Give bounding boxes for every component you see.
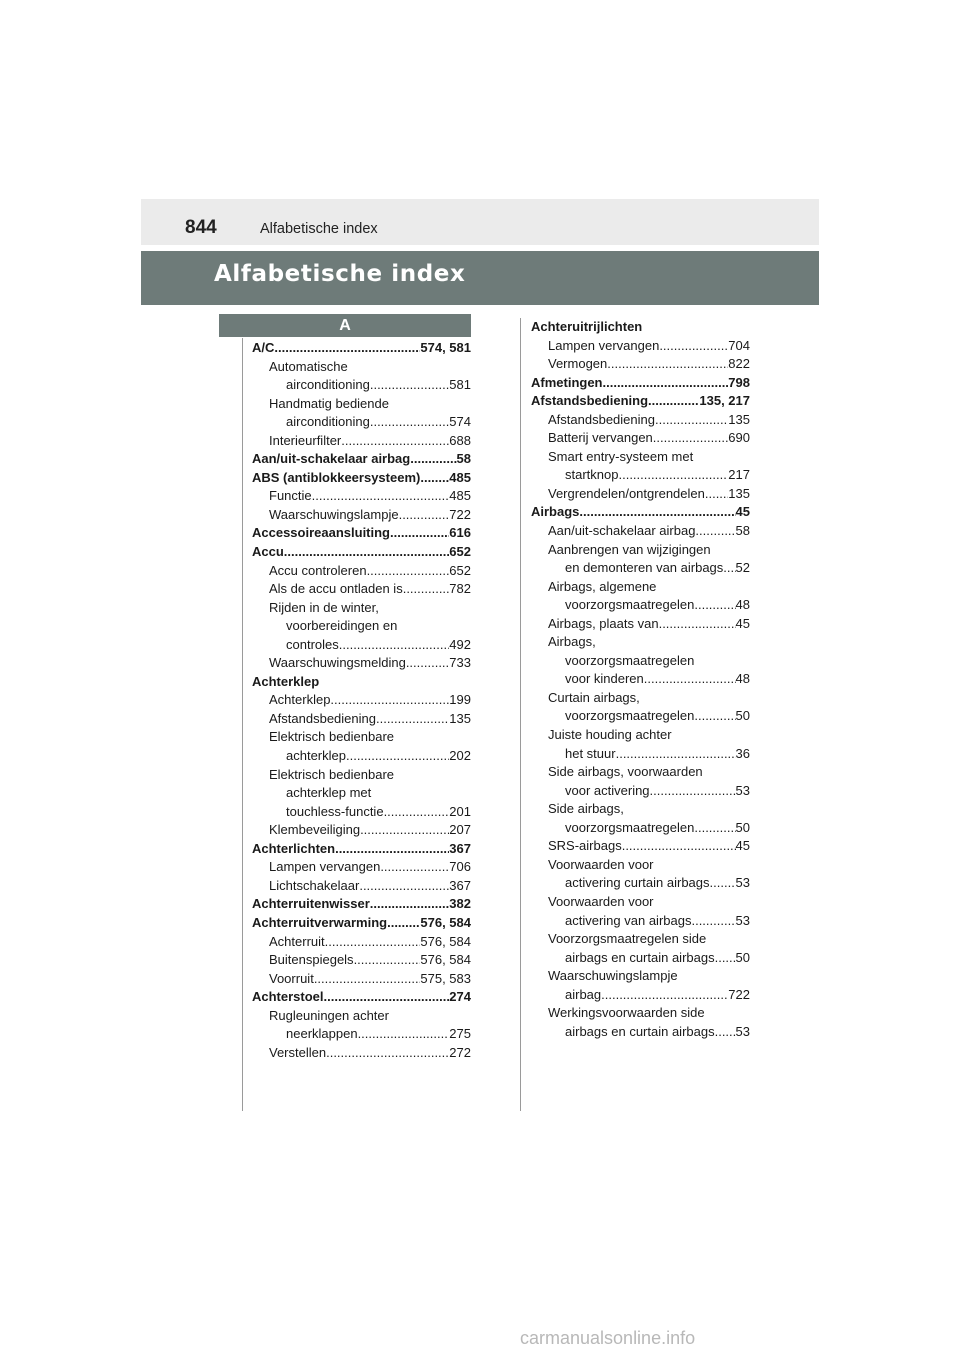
index-entry-text: Airbags, bbox=[548, 634, 596, 650]
index-entry-text: Functie bbox=[269, 488, 312, 504]
index-entry-text: voorzorgsmaatregelen bbox=[565, 708, 695, 724]
index-entry-text: Batterij vervangen bbox=[548, 430, 653, 446]
footer-watermark: carmanualsonline.info bbox=[520, 1328, 696, 1348]
dot-leader bbox=[403, 580, 450, 599]
index-entry-text: airconditioning bbox=[286, 414, 370, 430]
index-entry-text: Achterruit bbox=[269, 933, 325, 949]
index-entry bbox=[252, 654, 471, 673]
index-entry bbox=[531, 874, 750, 893]
index-entry-page: 704 bbox=[728, 337, 750, 353]
index-entry-page: 782 bbox=[449, 581, 471, 597]
index-entry bbox=[531, 485, 750, 504]
letter-heading: A bbox=[219, 314, 471, 337]
index-entry-page: 722 bbox=[728, 986, 750, 1002]
dot-leader bbox=[284, 543, 450, 562]
index-entry-page: 492 bbox=[449, 636, 471, 652]
index-entry-page: 58 bbox=[735, 523, 750, 539]
index-entry bbox=[531, 707, 750, 726]
index-entry-text: Achterstoel bbox=[252, 989, 324, 1005]
index-entry bbox=[531, 466, 750, 485]
index-entry bbox=[252, 543, 471, 562]
index-entry-page: 690 bbox=[728, 430, 750, 446]
dot-leader bbox=[694, 707, 735, 726]
index-entry-page: 53 bbox=[735, 875, 750, 891]
dot-leader bbox=[618, 466, 728, 485]
column-divider-left bbox=[242, 338, 243, 1111]
dot-leader bbox=[406, 654, 449, 673]
dot-leader bbox=[326, 1044, 449, 1063]
index-entry-text: Vermogen bbox=[548, 356, 608, 372]
index-entry-page: 274 bbox=[449, 989, 471, 1005]
index-entry-text: Aan/uit-schakelaar airbag bbox=[252, 451, 411, 467]
index-entry-page: 576, 584 bbox=[420, 933, 471, 949]
index-entry-text: Accu controleren bbox=[269, 562, 367, 578]
index-entry bbox=[252, 524, 471, 543]
index-entry-page: 616 bbox=[449, 525, 471, 541]
index-entry bbox=[531, 782, 750, 801]
index-entry bbox=[252, 710, 471, 729]
index-entry-text: Lampen vervangen bbox=[269, 859, 381, 875]
index-entry bbox=[252, 970, 471, 989]
dot-leader bbox=[607, 355, 728, 374]
index-entry bbox=[252, 914, 471, 933]
index-entry-text: Waarschuwingslampje bbox=[269, 506, 399, 522]
index-entry-text: neerklappen bbox=[286, 1026, 358, 1042]
index-entry bbox=[531, 837, 750, 856]
dot-leader bbox=[387, 914, 420, 933]
index-entry-text: Achterklep bbox=[269, 692, 331, 708]
dot-leader bbox=[370, 895, 450, 914]
dot-leader bbox=[695, 522, 735, 541]
dot-leader bbox=[653, 429, 729, 448]
index-entry bbox=[531, 355, 750, 374]
dot-leader bbox=[274, 339, 420, 358]
dot-leader bbox=[354, 951, 421, 970]
page-number: 844 bbox=[185, 217, 217, 238]
dot-leader bbox=[399, 506, 450, 525]
index-entry bbox=[531, 912, 750, 931]
index-entry bbox=[252, 691, 471, 710]
dot-leader bbox=[312, 487, 450, 506]
index-entry-page: 822 bbox=[728, 356, 750, 372]
index-column-2 bbox=[531, 318, 750, 1041]
index-entry bbox=[531, 670, 750, 689]
index-entry-text: het stuur bbox=[565, 745, 616, 761]
index-entry bbox=[252, 339, 471, 358]
index-entry-text: Achterlichten bbox=[252, 840, 336, 856]
index-entry bbox=[531, 949, 750, 968]
dot-leader bbox=[359, 877, 449, 896]
index-entry bbox=[252, 747, 471, 766]
index-entry-page: 485 bbox=[449, 488, 471, 504]
index-entry-text: en demonteren van airbags bbox=[565, 560, 724, 576]
index-entry-text: Rijden in de winter, bbox=[269, 599, 379, 615]
dot-leader bbox=[330, 691, 449, 710]
index-entry-text: A/C bbox=[252, 340, 275, 355]
index-entry-page: 575, 583 bbox=[420, 970, 471, 986]
index-entry-text: Side airbags, voorwaarden bbox=[548, 764, 703, 780]
index-entry-text: Juiste houding achter bbox=[548, 727, 672, 743]
dot-leader bbox=[380, 858, 449, 877]
index-entry-text: Airbags, algemene bbox=[548, 578, 657, 594]
header-bar bbox=[141, 199, 819, 245]
index-entry-page: 272 bbox=[449, 1044, 471, 1060]
index-entry bbox=[531, 1023, 750, 1042]
index-entry-text: Achterklep bbox=[252, 673, 320, 689]
dot-leader bbox=[314, 970, 421, 989]
index-entry-text: airbags en curtain airbags bbox=[565, 949, 715, 965]
index-entry bbox=[531, 596, 750, 615]
index-entry bbox=[531, 559, 750, 578]
index-entry-text: Interieurfilter bbox=[269, 432, 342, 448]
index-entry bbox=[252, 469, 471, 488]
index-entry-text: Verstellen bbox=[269, 1044, 327, 1060]
dot-leader bbox=[601, 986, 728, 1005]
index-entry-text: startknop bbox=[565, 467, 619, 483]
index-entry-page: 706 bbox=[449, 859, 471, 875]
index-entry bbox=[252, 376, 471, 395]
index-entry-text: Afstandsbediening bbox=[531, 393, 649, 409]
index-entry-text: Waarschuwingsmelding bbox=[269, 655, 406, 671]
dot-leader bbox=[655, 411, 728, 430]
dot-leader bbox=[723, 559, 735, 578]
index-entry bbox=[531, 986, 750, 1005]
index-entry-text: Afstandsbediening bbox=[548, 411, 655, 427]
index-entry bbox=[252, 1025, 471, 1044]
index-entry-text: Elektrisch bedienbare bbox=[269, 729, 395, 745]
index-entry-text: Achterruitverwarming bbox=[252, 914, 388, 930]
index-entry-page: 367 bbox=[449, 840, 471, 856]
index-entry-page: 574 bbox=[449, 414, 471, 430]
index-entry-text: Smart entry-systeem met bbox=[548, 448, 694, 464]
index-column-1 bbox=[252, 339, 471, 1062]
index-entry bbox=[252, 803, 471, 822]
index-entry-text: voorzorgsmaatregelen bbox=[565, 652, 695, 668]
dot-leader bbox=[335, 840, 449, 859]
dot-leader bbox=[390, 524, 449, 543]
index-entry-text: Vergrendelen/ontgrendelen bbox=[548, 485, 705, 501]
index-entry-page: 207 bbox=[449, 822, 471, 838]
index-entry-text: Airbags, plaats van bbox=[548, 615, 659, 631]
index-entry-page: 45 bbox=[735, 504, 750, 520]
index-entry-page: 576, 584 bbox=[420, 914, 471, 930]
dot-leader bbox=[384, 803, 450, 822]
dot-leader bbox=[370, 376, 449, 395]
index-entry bbox=[531, 337, 750, 356]
index-entry-text: Achterruitenwisser bbox=[252, 896, 370, 912]
column-divider-right bbox=[520, 318, 521, 1111]
index-entry-page: 53 bbox=[735, 1023, 750, 1039]
index-entry-page: 50 bbox=[735, 708, 750, 724]
index-entry-page: 48 bbox=[735, 597, 750, 613]
index-entry bbox=[531, 392, 750, 411]
index-entry-page: 36 bbox=[735, 745, 750, 761]
index-entry-text: Als de accu ontladen is bbox=[269, 581, 403, 597]
index-entry bbox=[252, 858, 471, 877]
index-entry bbox=[252, 877, 471, 896]
index-entry-text: Achteruitrijlichten bbox=[531, 319, 643, 334]
index-entry-text: voorzorgsmaatregelen bbox=[565, 597, 695, 613]
index-entry bbox=[252, 895, 471, 914]
index-entry-page: 798 bbox=[728, 374, 750, 390]
index-entry-text: controles bbox=[286, 636, 339, 652]
index-entry-page: 135, 217 bbox=[699, 393, 750, 409]
index-entry-page: 217 bbox=[728, 467, 750, 483]
dot-leader bbox=[346, 747, 449, 766]
index-entry-text: Buitenspiegels bbox=[269, 952, 354, 968]
index-entry-text: Afstandsbediening bbox=[269, 710, 376, 726]
index-entry-text: voorzorgsmaatregelen bbox=[565, 819, 695, 835]
dot-leader bbox=[579, 503, 735, 522]
index-entry-text: SRS-airbags bbox=[548, 838, 622, 854]
dot-leader bbox=[694, 819, 735, 838]
index-entry bbox=[252, 988, 471, 1007]
index-entry-page: 50 bbox=[735, 819, 750, 835]
index-entry-text: voor activering bbox=[565, 782, 650, 798]
index-entry-page: 45 bbox=[735, 615, 750, 631]
index-entry-text: Voorwaarden voor bbox=[548, 856, 654, 872]
dot-leader bbox=[324, 988, 450, 1007]
index-entry bbox=[252, 933, 471, 952]
index-entry-page: 576, 584 bbox=[420, 952, 471, 968]
index-entry-text: voorbereidingen en bbox=[286, 618, 398, 634]
index-entry-page: 652 bbox=[449, 562, 471, 578]
dot-leader bbox=[325, 933, 421, 952]
index-entry-page: 52 bbox=[735, 560, 750, 576]
dot-leader bbox=[705, 485, 728, 504]
dot-leader bbox=[710, 874, 736, 893]
index-entry bbox=[252, 580, 471, 599]
index-entry bbox=[531, 819, 750, 838]
index-entry bbox=[531, 503, 750, 522]
dot-leader bbox=[367, 562, 450, 581]
index-entry-text: Automatische bbox=[269, 358, 348, 374]
index-entry-page: 50 bbox=[735, 949, 750, 965]
index-entry-text: airbags en curtain airbags bbox=[565, 1023, 715, 1039]
index-entry-page: 367 bbox=[449, 877, 471, 893]
index-entry-text: airconditioning bbox=[286, 377, 370, 393]
dot-leader bbox=[339, 636, 450, 655]
index-entry-text: Aan/uit-schakelaar airbag bbox=[548, 523, 696, 539]
index-entry bbox=[252, 821, 471, 840]
index-entry-text: achterklep bbox=[286, 748, 346, 764]
dot-leader bbox=[341, 432, 449, 451]
index-entry-text: Aanbrengen van wijzigingen bbox=[548, 541, 711, 557]
index-entry-text: Curtain airbags, bbox=[548, 689, 640, 705]
index-entry-page: 135 bbox=[728, 485, 750, 501]
index-entry-text: Voorwaarden voor bbox=[548, 893, 654, 909]
index-entry bbox=[252, 951, 471, 970]
index-entry-text: touchless-functie bbox=[286, 803, 384, 819]
index-entry-text: Lichtschakelaar bbox=[269, 877, 360, 893]
dot-leader bbox=[616, 745, 736, 764]
index-entry-text: Accessoireaansluiting bbox=[252, 525, 390, 541]
dot-leader bbox=[358, 1025, 450, 1044]
dot-leader bbox=[648, 392, 699, 411]
index-entry bbox=[531, 615, 750, 634]
index-entry bbox=[531, 374, 750, 393]
index-entry-text: Voorruit bbox=[269, 970, 314, 986]
index-entry-text: ABS (antiblokkeersysteem) bbox=[252, 469, 421, 485]
dot-leader bbox=[376, 710, 449, 729]
dot-leader bbox=[715, 949, 736, 968]
index-entry-page: 652 bbox=[449, 544, 471, 560]
index-entry-page: 58 bbox=[456, 451, 471, 467]
index-entry-page: 201 bbox=[449, 803, 471, 819]
index-entry-text: Side airbags, bbox=[548, 801, 624, 817]
index-entry-page: 53 bbox=[735, 912, 750, 928]
index-entry-page: 275 bbox=[449, 1026, 471, 1042]
index-entry-text: Accu bbox=[252, 544, 284, 560]
index-entry-text: Airbags bbox=[531, 504, 580, 520]
index-entry-page: 581 bbox=[449, 377, 471, 393]
dot-leader bbox=[420, 469, 449, 488]
index-entry-page: 485 bbox=[449, 469, 471, 485]
dot-leader bbox=[360, 821, 449, 840]
dot-leader bbox=[694, 596, 735, 615]
index-entry-text: Lampen vervangen bbox=[548, 337, 660, 353]
index-entry bbox=[252, 487, 471, 506]
index-entry bbox=[252, 562, 471, 581]
dot-leader bbox=[650, 782, 736, 801]
dot-leader bbox=[691, 912, 735, 931]
index-entry-text: Klembeveiliging bbox=[269, 822, 361, 838]
index-entry bbox=[252, 1044, 471, 1063]
index-entry-text: activering van airbags bbox=[565, 912, 692, 928]
dot-leader bbox=[659, 615, 736, 634]
index-entry bbox=[252, 413, 471, 432]
index-entry bbox=[531, 745, 750, 764]
index-entry-page: 733 bbox=[449, 655, 471, 671]
index-entry-page: 574, 581 bbox=[420, 340, 471, 355]
index-entry-text: Elektrisch bedienbare bbox=[269, 766, 395, 782]
index-entry-text: Afmetingen bbox=[531, 374, 603, 390]
index-entry-page: 688 bbox=[449, 432, 471, 448]
index-entry-page: 135 bbox=[449, 710, 471, 726]
index-entry bbox=[252, 636, 471, 655]
dot-leader bbox=[715, 1023, 736, 1042]
index-entry-page: 382 bbox=[449, 896, 471, 912]
index-entry-text: Handmatig bediende bbox=[269, 395, 389, 411]
index-entry-text: voor kinderen bbox=[565, 671, 644, 687]
dot-leader bbox=[410, 450, 456, 469]
index-entry bbox=[531, 429, 750, 448]
index-entry-text: activering curtain airbags bbox=[565, 875, 710, 891]
index-entry bbox=[252, 432, 471, 451]
section-name: Alfabetische index bbox=[260, 221, 378, 237]
index-entry-page: 45 bbox=[735, 838, 750, 854]
index-entry-page: 199 bbox=[449, 692, 471, 708]
index-entry bbox=[252, 506, 471, 525]
index-entry-page: 722 bbox=[449, 506, 471, 522]
dot-leader bbox=[603, 374, 729, 393]
dot-leader bbox=[622, 837, 736, 856]
dot-leader bbox=[659, 337, 728, 356]
index-entry-page: 53 bbox=[735, 782, 750, 798]
index-entry-text: Rugleuningen achter bbox=[269, 1007, 389, 1023]
index-entry-text: Waarschuwingslampje bbox=[548, 968, 678, 984]
index-entry-text: airbag bbox=[565, 986, 602, 1002]
index-entry bbox=[252, 450, 471, 469]
index-entry bbox=[252, 840, 471, 859]
dot-leader bbox=[370, 413, 449, 432]
index-entry-page: 48 bbox=[735, 671, 750, 687]
index-entry bbox=[531, 522, 750, 541]
index-entry-page: 202 bbox=[449, 748, 471, 764]
index-entry-text: Werkingsvoorwaarden side bbox=[548, 1005, 705, 1021]
index-entry-text: achterklep met bbox=[286, 785, 372, 801]
index-entry-page: 135 bbox=[728, 411, 750, 427]
index-entry bbox=[531, 411, 750, 430]
dot-leader bbox=[644, 670, 736, 689]
index-entry-text: Voorzorgsmaatregelen side bbox=[548, 931, 707, 947]
page-title: Alfabetische index bbox=[214, 261, 466, 287]
